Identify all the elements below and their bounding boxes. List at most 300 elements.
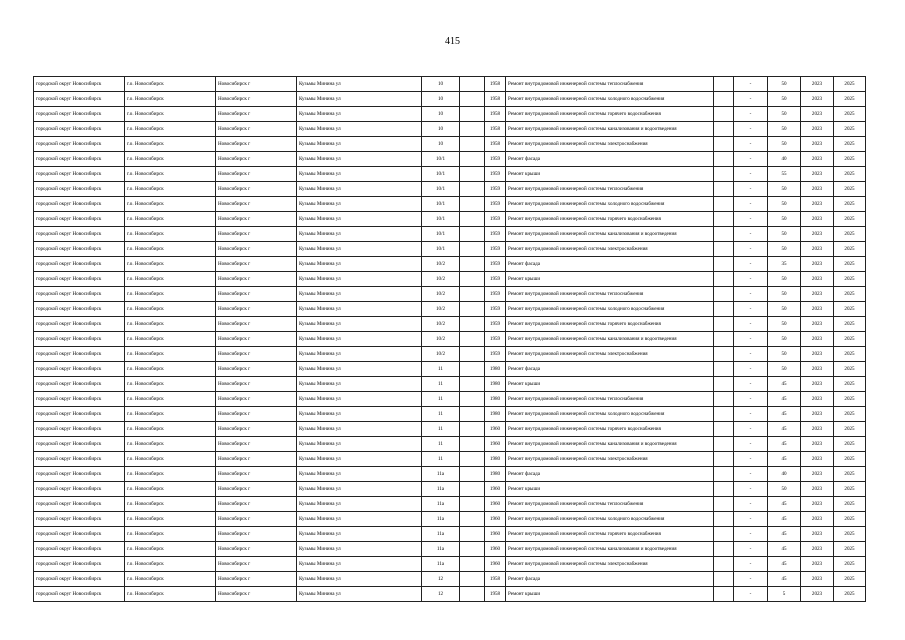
letter-cell — [460, 92, 485, 107]
district-cell: г.о. Новосибирск — [125, 557, 216, 572]
start-year-cell: 2023 — [801, 197, 834, 212]
wear-cell: 50 — [768, 212, 801, 227]
house-cell: 10/1 — [422, 182, 460, 197]
work-type-cell: Ремонт внутридомовой инженерной системы горячего водоснабжения — [506, 527, 714, 542]
municipality-cell: городской округ Новосибирск — [34, 137, 125, 152]
start-year-cell: 2023 — [801, 92, 834, 107]
start-year-cell: 2023 — [801, 137, 834, 152]
end-year-cell: 2025 — [834, 287, 866, 302]
letter-cell — [460, 152, 485, 167]
street-cell: Кузьмы Минина ул — [297, 362, 422, 377]
dash-cell: - — [734, 197, 768, 212]
wear-cell: 50 — [768, 302, 801, 317]
letter-cell — [460, 512, 485, 527]
blank-cell — [714, 527, 734, 542]
house-cell: 11 — [422, 362, 460, 377]
city-cell: Новосибирск г — [216, 467, 297, 482]
house-cell: 10/1 — [422, 167, 460, 182]
end-year-cell: 2025 — [834, 467, 866, 482]
year-cell: 1960 — [485, 527, 506, 542]
wear-cell: 50 — [768, 227, 801, 242]
wear-cell: 45 — [768, 407, 801, 422]
table-row — [34, 572, 866, 587]
house-cell: 11 — [422, 437, 460, 452]
blank-cell — [714, 362, 734, 377]
city-cell: Новосибирск г — [216, 287, 297, 302]
year-cell: 1959 — [485, 272, 506, 287]
work-type-cell: Ремонт внутридомовой инженерной системы теплоснабжения — [506, 497, 714, 512]
municipality-cell: городской округ Новосибирск — [34, 287, 125, 302]
street-cell: Кузьмы Минина ул — [297, 302, 422, 317]
street-cell: Кузьмы Минина ул — [297, 392, 422, 407]
municipality-cell: городской округ Новосибирск — [34, 497, 125, 512]
street-cell: Кузьмы Минина ул — [297, 557, 422, 572]
work-type-cell: Ремонт крыши — [506, 167, 714, 182]
end-year-cell: 2025 — [834, 317, 866, 332]
work-type-cell: Ремонт крыши — [506, 482, 714, 497]
start-year-cell: 2023 — [801, 182, 834, 197]
end-year-cell: 2025 — [834, 362, 866, 377]
letter-cell — [460, 572, 485, 587]
city-cell: Новосибирск г — [216, 122, 297, 137]
work-type-cell: Ремонт внутридомовой инженерной системы теплоснабжения — [506, 182, 714, 197]
municipality-cell: городской округ Новосибирск — [34, 347, 125, 362]
house-cell: 11 — [422, 452, 460, 467]
end-year-cell: 2025 — [834, 257, 866, 272]
district-cell: г.о. Новосибирск — [125, 137, 216, 152]
table-row — [34, 107, 866, 122]
letter-cell — [460, 542, 485, 557]
letter-cell — [460, 227, 485, 242]
district-cell: г.о. Новосибирск — [125, 242, 216, 257]
dash-cell: - — [734, 242, 768, 257]
work-type-cell: Ремонт внутридомовой инженерной системы горячего водоснабжения — [506, 212, 714, 227]
street-cell: Кузьмы Минина ул — [297, 452, 422, 467]
house-cell: 10/1 — [422, 197, 460, 212]
municipality-cell: городской округ Новосибирск — [34, 527, 125, 542]
year-cell: 1958 — [485, 77, 506, 92]
wear-cell: 45 — [768, 377, 801, 392]
start-year-cell: 2023 — [801, 392, 834, 407]
house-cell: 11а — [422, 482, 460, 497]
dash-cell: - — [734, 137, 768, 152]
letter-cell — [460, 587, 485, 602]
house-cell: 10/2 — [422, 272, 460, 287]
start-year-cell: 2023 — [801, 152, 834, 167]
city-cell: Новосибирск г — [216, 152, 297, 167]
district-cell: г.о. Новосибирск — [125, 482, 216, 497]
city-cell: Новосибирск г — [216, 572, 297, 587]
year-cell: 1959 — [485, 302, 506, 317]
municipality-cell: городской округ Новосибирск — [34, 182, 125, 197]
district-cell: г.о. Новосибирск — [125, 422, 216, 437]
work-type-cell: Ремонт внутридомовой инженерной системы холодного водоснабжения — [506, 512, 714, 527]
district-cell: г.о. Новосибирск — [125, 92, 216, 107]
end-year-cell: 2025 — [834, 482, 866, 497]
table-row — [34, 407, 866, 422]
wear-cell: 45 — [768, 542, 801, 557]
municipality-cell: городской округ Новосибирск — [34, 302, 125, 317]
year-cell: 1960 — [485, 482, 506, 497]
city-cell: Новосибирск г — [216, 482, 297, 497]
table-row — [34, 527, 866, 542]
blank-cell — [714, 452, 734, 467]
start-year-cell: 2023 — [801, 497, 834, 512]
end-year-cell: 2025 — [834, 212, 866, 227]
municipality-cell: городской округ Новосибирск — [34, 77, 125, 92]
end-year-cell: 2025 — [834, 242, 866, 257]
dash-cell: - — [734, 257, 768, 272]
dash-cell: - — [734, 392, 768, 407]
dash-cell: - — [734, 152, 768, 167]
letter-cell — [460, 392, 485, 407]
end-year-cell: 2025 — [834, 527, 866, 542]
dash-cell: - — [734, 572, 768, 587]
work-type-cell: Ремонт фасада — [506, 152, 714, 167]
district-cell: г.о. Новосибирск — [125, 437, 216, 452]
district-cell: г.о. Новосибирск — [125, 167, 216, 182]
letter-cell — [460, 347, 485, 362]
end-year-cell: 2025 — [834, 422, 866, 437]
wear-cell: 50 — [768, 107, 801, 122]
year-cell: 1958 — [485, 572, 506, 587]
district-cell: г.о. Новосибирск — [125, 227, 216, 242]
table-row — [34, 227, 866, 242]
street-cell: Кузьмы Минина ул — [297, 257, 422, 272]
street-cell: Кузьмы Минина ул — [297, 212, 422, 227]
end-year-cell: 2025 — [834, 302, 866, 317]
start-year-cell: 2023 — [801, 482, 834, 497]
start-year-cell: 2023 — [801, 557, 834, 572]
year-cell: 1980 — [485, 407, 506, 422]
city-cell: Новосибирск г — [216, 197, 297, 212]
end-year-cell: 2025 — [834, 377, 866, 392]
table-row — [34, 317, 866, 332]
start-year-cell: 2023 — [801, 527, 834, 542]
table-row — [34, 497, 866, 512]
letter-cell — [460, 362, 485, 377]
table-row — [34, 287, 866, 302]
table-row — [34, 182, 866, 197]
work-type-cell: Ремонт внутридомовой инженерной системы горячего водоснабжения — [506, 317, 714, 332]
house-cell: 11а — [422, 527, 460, 542]
city-cell: Новосибирск г — [216, 272, 297, 287]
wear-cell: 50 — [768, 362, 801, 377]
start-year-cell: 2023 — [801, 107, 834, 122]
street-cell: Кузьмы Минина ул — [297, 422, 422, 437]
wear-cell: 50 — [768, 197, 801, 212]
work-type-cell: Ремонт внутридомовой инженерной системы теплоснабжения — [506, 77, 714, 92]
blank-cell — [714, 497, 734, 512]
wear-cell: 50 — [768, 92, 801, 107]
end-year-cell: 2025 — [834, 92, 866, 107]
start-year-cell: 2023 — [801, 302, 834, 317]
municipality-cell: городской округ Новосибирск — [34, 257, 125, 272]
start-year-cell: 2023 — [801, 437, 834, 452]
blank-cell — [714, 182, 734, 197]
dash-cell: - — [734, 182, 768, 197]
wear-cell: 45 — [768, 392, 801, 407]
district-cell: г.о. Новосибирск — [125, 107, 216, 122]
end-year-cell: 2025 — [834, 227, 866, 242]
blank-cell — [714, 557, 734, 572]
city-cell: Новосибирск г — [216, 437, 297, 452]
end-year-cell: 2025 — [834, 542, 866, 557]
city-cell: Новосибирск г — [216, 92, 297, 107]
municipality-cell: городской округ Новосибирск — [34, 212, 125, 227]
city-cell: Новосибирск г — [216, 452, 297, 467]
letter-cell — [460, 377, 485, 392]
work-type-cell: Ремонт внутридомовой инженерной системы электроснабжения — [506, 242, 714, 257]
dash-cell: - — [734, 212, 768, 227]
dash-cell: - — [734, 452, 768, 467]
year-cell: 1959 — [485, 347, 506, 362]
table-row — [34, 377, 866, 392]
year-cell: 1959 — [485, 227, 506, 242]
street-cell: Кузьмы Минина ул — [297, 152, 422, 167]
work-type-cell: Ремонт фасада — [506, 467, 714, 482]
table-row — [34, 92, 866, 107]
start-year-cell: 2023 — [801, 287, 834, 302]
year-cell: 1958 — [485, 137, 506, 152]
wear-cell: 50 — [768, 482, 801, 497]
table-row — [34, 557, 866, 572]
year-cell: 1958 — [485, 92, 506, 107]
city-cell: Новосибирск г — [216, 527, 297, 542]
year-cell: 1959 — [485, 317, 506, 332]
start-year-cell: 2023 — [801, 332, 834, 347]
work-type-cell: Ремонт внутридомовой инженерной системы холодного водоснабжения — [506, 92, 714, 107]
table-row — [34, 512, 866, 527]
city-cell: Новосибирск г — [216, 362, 297, 377]
wear-cell: 40 — [768, 467, 801, 482]
district-cell: г.о. Новосибирск — [125, 407, 216, 422]
municipality-cell: городской округ Новосибирск — [34, 242, 125, 257]
blank-cell — [714, 197, 734, 212]
work-type-cell: Ремонт внутридомовой инженерной системы теплоснабжения — [506, 392, 714, 407]
work-type-cell: Ремонт крыши — [506, 377, 714, 392]
dash-cell: - — [734, 122, 768, 137]
house-cell: 11а — [422, 467, 460, 482]
street-cell: Кузьмы Минина ул — [297, 482, 422, 497]
start-year-cell: 2023 — [801, 242, 834, 257]
dash-cell: - — [734, 272, 768, 287]
letter-cell — [460, 197, 485, 212]
dash-cell: - — [734, 167, 768, 182]
house-cell: 11 — [422, 407, 460, 422]
street-cell: Кузьмы Минина ул — [297, 167, 422, 182]
municipality-cell: городской округ Новосибирск — [34, 572, 125, 587]
district-cell: г.о. Новосибирск — [125, 287, 216, 302]
city-cell: Новосибирск г — [216, 77, 297, 92]
street-cell: Кузьмы Минина ул — [297, 287, 422, 302]
end-year-cell: 2025 — [834, 107, 866, 122]
dash-cell: - — [734, 377, 768, 392]
start-year-cell: 2023 — [801, 512, 834, 527]
house-cell: 10/1 — [422, 212, 460, 227]
street-cell: Кузьмы Минина ул — [297, 467, 422, 482]
year-cell: 1980 — [485, 362, 506, 377]
wear-cell: 50 — [768, 242, 801, 257]
city-cell: Новосибирск г — [216, 422, 297, 437]
year-cell: 1980 — [485, 392, 506, 407]
work-type-cell: Ремонт внутридомовой инженерной системы канализования и водоотведения — [506, 542, 714, 557]
city-cell: Новосибирск г — [216, 137, 297, 152]
street-cell: Кузьмы Минина ул — [297, 242, 422, 257]
table-row — [34, 302, 866, 317]
district-cell: г.о. Новосибирск — [125, 452, 216, 467]
municipality-cell: городской округ Новосибирск — [34, 512, 125, 527]
table-row — [34, 272, 866, 287]
municipality-cell: городской округ Новосибирск — [34, 197, 125, 212]
blank-cell — [714, 287, 734, 302]
end-year-cell: 2025 — [834, 437, 866, 452]
dash-cell: - — [734, 557, 768, 572]
letter-cell — [460, 467, 485, 482]
city-cell: Новосибирск г — [216, 212, 297, 227]
dash-cell: - — [734, 302, 768, 317]
dash-cell: - — [734, 587, 768, 602]
district-cell: г.о. Новосибирск — [125, 362, 216, 377]
table-row — [34, 257, 866, 272]
district-cell: г.о. Новосибирск — [125, 512, 216, 527]
house-cell: 11а — [422, 542, 460, 557]
municipality-cell: городской округ Новосибирск — [34, 542, 125, 557]
municipality-cell: городской округ Новосибирск — [34, 152, 125, 167]
municipality-cell: городской округ Новосибирск — [34, 587, 125, 602]
letter-cell — [460, 77, 485, 92]
street-cell: Кузьмы Минина ул — [297, 182, 422, 197]
district-cell: г.о. Новосибирск — [125, 77, 216, 92]
end-year-cell: 2025 — [834, 77, 866, 92]
end-year-cell: 2025 — [834, 497, 866, 512]
year-cell: 1960 — [485, 542, 506, 557]
letter-cell — [460, 287, 485, 302]
letter-cell — [460, 137, 485, 152]
table-row — [34, 332, 866, 347]
street-cell: Кузьмы Минина ул — [297, 197, 422, 212]
wear-cell: 5 — [768, 587, 801, 602]
table-row — [34, 542, 866, 557]
district-cell: г.о. Новосибирск — [125, 197, 216, 212]
work-type-cell: Ремонт внутридомовой инженерной системы холодного водоснабжения — [506, 407, 714, 422]
start-year-cell: 2023 — [801, 377, 834, 392]
dash-cell: - — [734, 347, 768, 362]
end-year-cell: 2025 — [834, 167, 866, 182]
start-year-cell: 2023 — [801, 212, 834, 227]
start-year-cell: 2023 — [801, 467, 834, 482]
municipality-cell: городской округ Новосибирск — [34, 317, 125, 332]
district-cell: г.о. Новосибирск — [125, 467, 216, 482]
letter-cell — [460, 527, 485, 542]
district-cell: г.о. Новосибирск — [125, 182, 216, 197]
municipality-cell: городской округ Новосибирск — [34, 92, 125, 107]
district-cell: г.о. Новосибирск — [125, 347, 216, 362]
dash-cell: - — [734, 332, 768, 347]
letter-cell — [460, 317, 485, 332]
blank-cell — [714, 92, 734, 107]
district-cell: г.о. Новосибирск — [125, 212, 216, 227]
house-cell: 10 — [422, 92, 460, 107]
street-cell: Кузьмы Минина ул — [297, 77, 422, 92]
wear-cell: 45 — [768, 512, 801, 527]
blank-cell — [714, 137, 734, 152]
table-row — [34, 452, 866, 467]
municipality-cell: городской округ Новосибирск — [34, 167, 125, 182]
letter-cell — [460, 482, 485, 497]
house-cell: 11а — [422, 557, 460, 572]
letter-cell — [460, 437, 485, 452]
year-cell: 1980 — [485, 467, 506, 482]
repair-schedule-table — [33, 76, 866, 602]
city-cell: Новосибирск г — [216, 242, 297, 257]
end-year-cell: 2025 — [834, 152, 866, 167]
year-cell: 1959 — [485, 197, 506, 212]
end-year-cell: 2025 — [834, 332, 866, 347]
dash-cell: - — [734, 77, 768, 92]
work-type-cell: Ремонт внутридомовой инженерной системы теплоснабжения — [506, 287, 714, 302]
wear-cell: 50 — [768, 317, 801, 332]
house-cell: 10 — [422, 77, 460, 92]
house-cell: 11 — [422, 377, 460, 392]
year-cell: 1959 — [485, 167, 506, 182]
letter-cell — [460, 557, 485, 572]
street-cell: Кузьмы Минина ул — [297, 272, 422, 287]
house-cell: 12 — [422, 572, 460, 587]
district-cell: г.о. Новосибирск — [125, 542, 216, 557]
blank-cell — [714, 107, 734, 122]
city-cell: Новосибирск г — [216, 317, 297, 332]
district-cell: г.о. Новосибирск — [125, 527, 216, 542]
dash-cell: - — [734, 317, 768, 332]
municipality-cell: городской округ Новосибирск — [34, 122, 125, 137]
letter-cell — [460, 302, 485, 317]
wear-cell: 50 — [768, 182, 801, 197]
municipality-cell: городской округ Новосибирск — [34, 407, 125, 422]
blank-cell — [714, 167, 734, 182]
letter-cell — [460, 212, 485, 227]
district-cell: г.о. Новосибирск — [125, 122, 216, 137]
end-year-cell: 2025 — [834, 197, 866, 212]
street-cell: Кузьмы Минина ул — [297, 107, 422, 122]
end-year-cell: 2025 — [834, 572, 866, 587]
work-type-cell: Ремонт внутридомовой инженерной системы горячего водоснабжения — [506, 107, 714, 122]
table-row — [34, 392, 866, 407]
end-year-cell: 2025 — [834, 392, 866, 407]
blank-cell — [714, 422, 734, 437]
start-year-cell: 2023 — [801, 452, 834, 467]
blank-cell — [714, 482, 734, 497]
street-cell: Кузьмы Минина ул — [297, 512, 422, 527]
wear-cell: 50 — [768, 137, 801, 152]
municipality-cell: городской округ Новосибирск — [34, 467, 125, 482]
year-cell: 1959 — [485, 287, 506, 302]
dash-cell: - — [734, 527, 768, 542]
start-year-cell: 2023 — [801, 347, 834, 362]
start-year-cell: 2023 — [801, 422, 834, 437]
blank-cell — [714, 257, 734, 272]
municipality-cell: городской округ Новосибирск — [34, 332, 125, 347]
work-type-cell: Ремонт внутридомовой инженерной системы канализования и водоотведения — [506, 122, 714, 137]
dash-cell: - — [734, 512, 768, 527]
street-cell: Кузьмы Минина ул — [297, 377, 422, 392]
table-row — [34, 122, 866, 137]
table-row — [34, 77, 866, 92]
letter-cell — [460, 497, 485, 512]
work-type-cell: Ремонт внутридомовой инженерной системы канализования и водоотведения — [506, 332, 714, 347]
blank-cell — [714, 437, 734, 452]
house-cell: 10/2 — [422, 317, 460, 332]
